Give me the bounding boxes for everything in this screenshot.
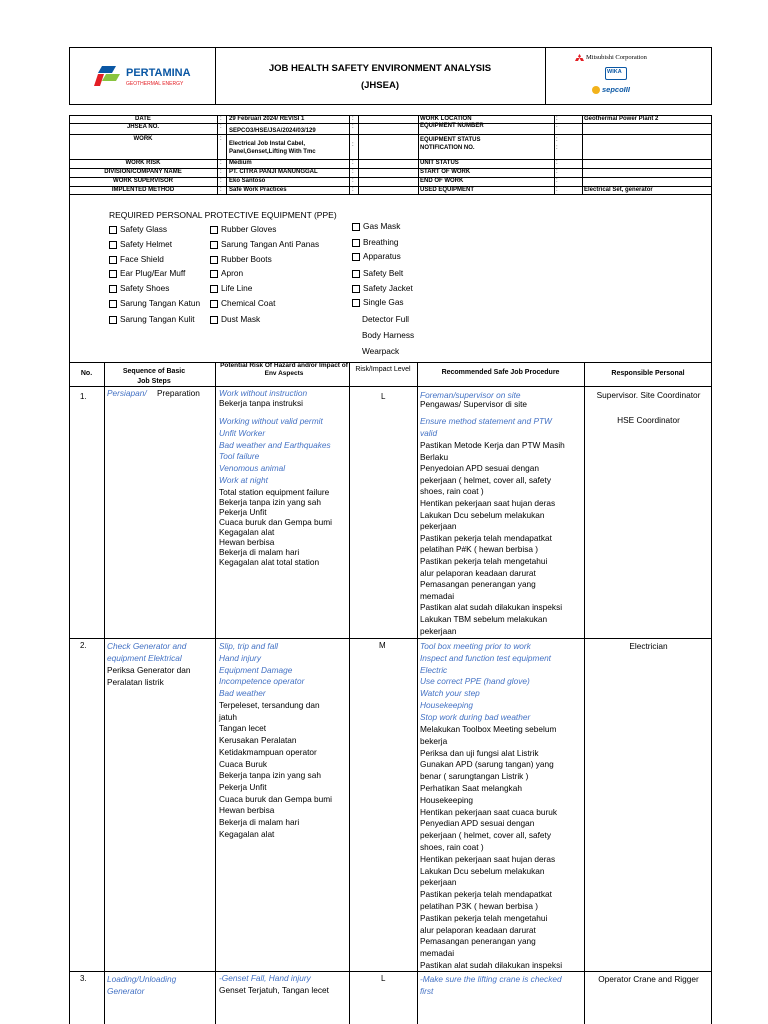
- text-line: Watch your step: [420, 688, 480, 699]
- info-label: DIVISION/COMPANY NAME: [104, 169, 182, 175]
- text-line: memadai: [420, 590, 455, 601]
- text-line: Terpeleset, tersandung dan: [219, 700, 320, 710]
- text-line: equipment Elektrical: [107, 652, 182, 663]
- info-colon: :: [220, 136, 222, 142]
- info-colon: :: [220, 124, 222, 130]
- text-line: Kegagalan alat: [219, 527, 275, 537]
- document-subtitle: (JHSEA): [360, 80, 399, 91]
- wika-label: WIKA: [607, 69, 622, 75]
- text-line: Kegagalan alat total station: [219, 557, 320, 567]
- checkbox: [352, 285, 360, 293]
- ppe-title: REQUIRED PERSONAL PROTECTIVE EQUIPMENT (PPE): [109, 210, 337, 220]
- ppe-label: Safety Glass: [120, 224, 168, 234]
- ppe-label: Safety Helmet: [120, 239, 173, 249]
- info-label: UNIT STATUS: [420, 160, 459, 166]
- text-line: Berlaku: [420, 451, 449, 462]
- responsible-1: Supervisor. Site Coordinator: [596, 390, 701, 400]
- checkbox: [210, 241, 218, 249]
- proc-en-list: [420, 641, 551, 724]
- ppe-label: Body Harness: [362, 330, 415, 340]
- checkbox: [352, 239, 360, 247]
- text-line: Hentikan pekerjaan saat cuaca buruk: [420, 806, 557, 817]
- text-line: Bekerja tanpa izin yang sah: [219, 497, 321, 507]
- text-line: alur pelaporan keadaan darurat: [420, 567, 536, 578]
- company-sub: GEOTHERMAL ENERGY: [126, 81, 184, 87]
- text-line: Pastikan alat sudah dilakukan inspeksi: [420, 959, 563, 970]
- th-procedure: Recommended Safe Job Procedure: [441, 369, 560, 376]
- info-colon: :: [352, 169, 354, 175]
- info-value: Electrical Job Instal Cabel, Panel,Genset,Lifting With Tmc: [229, 141, 316, 155]
- info-label: WORK LOCATION: [420, 116, 472, 122]
- pertamina-logo: [94, 62, 214, 92]
- text-line: Bad weather: [219, 688, 266, 699]
- text-line: Penyedian APD sesuai dengan: [420, 818, 535, 829]
- wika-logo: [605, 67, 627, 80]
- checkbox: [210, 226, 218, 234]
- ppe-label: Safety Belt: [363, 268, 404, 278]
- info-colon: :: [220, 169, 222, 175]
- checkbox: [210, 256, 218, 264]
- text-line: pelatihan P3K ( hewan berbisa ): [420, 900, 539, 911]
- info-value: Medium: [229, 160, 252, 166]
- responsible: Electrician: [629, 641, 668, 651]
- checkbox: [210, 316, 218, 324]
- text-line: Venomous animal: [219, 463, 286, 474]
- info-value: Safe Work Practices: [229, 187, 287, 193]
- text-line: Slip, trip and fall: [219, 641, 279, 651]
- info-colon: :: [352, 142, 354, 148]
- risk-level: L: [381, 974, 386, 983]
- text-line: shoes, rain coat ): [420, 486, 484, 497]
- text-line: Bekerja di malam hari: [219, 817, 300, 828]
- ppe-label: Chemical Coat: [221, 298, 276, 308]
- mitsubishi-diamond-icon: [575, 54, 584, 62]
- info-colon: :: [352, 160, 354, 166]
- text-line: jatuh: [219, 711, 237, 722]
- info-label: EQUIPMENT STATUS: [420, 137, 481, 143]
- info-value: PT. CITRA PANJI MANUNGGAL: [229, 169, 318, 175]
- text-line: Pastikan Metode Kerja dan PTW Masih: [420, 440, 565, 450]
- text-line: Ketidakmampuan operator: [219, 746, 317, 757]
- step-id: Preparation: [157, 388, 200, 398]
- text-line: Tool failure: [219, 451, 260, 462]
- hazard-id-first: Bekerja tanpa instruksi: [219, 398, 303, 408]
- text-line: Use correct PPE (hand glove): [420, 676, 530, 687]
- text-line: bekerja: [420, 735, 448, 746]
- text-line: Kerusakan Peralatan: [219, 735, 297, 746]
- proc-id-list: [420, 440, 565, 637]
- checkbox: [109, 300, 117, 308]
- text-line: Hewan berbisa: [219, 537, 275, 547]
- checkbox: [109, 316, 117, 324]
- info-colon: :: [556, 123, 558, 129]
- th-hazard: Potential Risk Of Hazard and/or Impact of Env Aspects: [220, 362, 348, 377]
- ppe-label: Apparatus: [363, 251, 401, 261]
- company-name: PERTAMINA: [126, 67, 191, 79]
- text-line: Bekerja di malam hari: [219, 547, 300, 557]
- info-colon: :: [220, 160, 222, 166]
- info-colon: :: [220, 187, 222, 193]
- text-line: Cuaca buruk dan Gempa bumi: [219, 517, 332, 527]
- hazard-id-list: [219, 700, 332, 840]
- checkbox: [352, 223, 360, 231]
- info-value: Eko Santoso: [229, 178, 266, 184]
- ppe-label: Ear Plug/Ear Muff: [120, 268, 186, 278]
- row-number: 3.: [80, 974, 87, 983]
- step-en: Persiapan/: [107, 388, 147, 398]
- ppe-label: Rubber Gloves: [221, 224, 277, 234]
- text-line: pelatihan P#K ( hewan berbisa ): [420, 544, 539, 555]
- text-line: Hewan berbisa: [219, 805, 275, 816]
- text-line: pekerjaan: [420, 625, 457, 636]
- info-label: JHSEA NO.: [126, 124, 160, 130]
- hazard-en-list: [219, 641, 304, 700]
- info-value: Electrical Set, generator: [584, 187, 653, 193]
- checkbox: [352, 299, 360, 307]
- text-line: Pastikan pekerja telah mengetahui: [420, 555, 548, 566]
- info-colon: :: [556, 116, 558, 122]
- proc-en-list: [420, 974, 562, 998]
- row-number: 1.: [80, 392, 87, 401]
- step-id-list: [107, 665, 190, 689]
- text-line: Pastikan alat sudah dilakukan inspeksi: [420, 602, 563, 613]
- ppe-label: Wearpack: [362, 346, 400, 356]
- info-colon: :: [352, 178, 354, 184]
- checkbox: [210, 300, 218, 308]
- row-number: 2.: [80, 641, 87, 650]
- info-label: WORK RISK: [125, 160, 161, 166]
- text-line: Housekeeping: [420, 699, 474, 710]
- risk-level: L: [381, 392, 386, 401]
- ppe-label: Rubber Boots: [221, 254, 272, 264]
- info-colon: :: [556, 187, 558, 193]
- text-line: pekerjaan: [420, 877, 457, 888]
- text-line: memadai: [420, 948, 455, 959]
- text-line: Pekerja Unfit: [219, 507, 267, 517]
- text-line: Pemasangan penerangan yang: [420, 579, 536, 590]
- text-line: Lakukan Dcu sebelum melakukan: [420, 865, 545, 876]
- text-line: pekerjaan: [420, 521, 457, 532]
- info-colon: :: [556, 145, 558, 151]
- pertamina-logo-icon: [94, 64, 124, 88]
- text-line: Perhatikan Saat melangkah: [420, 782, 522, 793]
- text-line: Working without valid permit: [219, 416, 323, 426]
- text-line: alur pelaporan keadaan darurat: [420, 924, 536, 935]
- checkbox: [109, 241, 117, 249]
- info-label: USED EQUIPMENT: [420, 187, 475, 193]
- text-line: Pastikan pekerja telah mendapatkat: [420, 532, 552, 543]
- text-line: Melakukan Toolbox Meeting sebelum: [420, 724, 557, 734]
- checkbox: [210, 270, 218, 278]
- info-label: START OF WORK: [420, 169, 471, 175]
- text-line: pekerjaan ( helmet, cover all, safety: [420, 474, 551, 485]
- info-value: 29 Februari 2024/ REVISI 1: [229, 116, 305, 122]
- text-line: valid: [420, 427, 438, 438]
- ppe-label: Gas Mask: [363, 221, 401, 231]
- checkbox: [210, 285, 218, 293]
- info-colon: :: [352, 187, 354, 193]
- info-colon: :: [220, 116, 222, 122]
- text-line: Kegagalan alat: [219, 828, 275, 839]
- document-title: JOB HEALTH SAFETY ENVIRONMENT ANALYSIS: [268, 63, 492, 74]
- text-line: Tool box meeting prior to work: [420, 641, 531, 651]
- info-label: EQUIPMENT NUMBER: [420, 123, 484, 129]
- jsa-table: [69, 362, 712, 1024]
- text-line: Tangan lecet: [219, 723, 267, 734]
- risk-level: M: [379, 641, 386, 650]
- text-line: Pastikan pekerja telah mendapatkat: [420, 889, 552, 900]
- checkbox: [109, 270, 117, 278]
- text-line: benar ( sarungtangan Listrik ): [420, 771, 529, 782]
- text-line: Pekerja Unfit: [219, 781, 267, 792]
- info-label: IMPLENTED METHOD: [111, 187, 175, 193]
- text-line: Hentikan pekerjaan saat hujan deras: [420, 497, 556, 508]
- text-line: Cuaca Buruk: [219, 758, 267, 769]
- text-line: Stop work during bad weather: [420, 711, 531, 722]
- sepco-icon: [592, 86, 600, 94]
- proc-en-list: [420, 416, 552, 440]
- step-en-list: [107, 641, 186, 665]
- text-line: Inspect and function test equipment: [420, 652, 551, 663]
- info-colon: :: [556, 178, 558, 184]
- ppe-label: Face Shield: [120, 254, 164, 264]
- text-line: pekerjaan ( helmet, cover all, safety: [420, 830, 551, 841]
- info-colon: :: [556, 169, 558, 175]
- table-header-row: [69, 362, 712, 386]
- ppe-label: Life Line: [221, 283, 253, 293]
- th-risk: Risk/Impact Level: [355, 366, 411, 373]
- info-colon: :: [352, 124, 354, 130]
- info-label: END OF WORK: [420, 178, 464, 184]
- info-value: SEPCO3/HSE/JSA/2024/03/129: [229, 128, 316, 134]
- text-line: Unfit Worker: [219, 427, 266, 438]
- text-line: Penyedoian APD sesuai dengan: [420, 463, 540, 474]
- proc-en-first: Foreman/supervisor on site: [420, 390, 521, 400]
- hazard-en: -Genset Fall, Hand injury: [219, 973, 311, 983]
- info-colon: :: [352, 116, 354, 122]
- text-line: Loading/Unloading: [107, 974, 177, 984]
- mitsubishi-name: Mitsubishi Corporation: [586, 54, 647, 61]
- info-colon: :: [556, 160, 558, 166]
- info-label: DATE: [135, 116, 151, 122]
- ppe-label: Breathing: [363, 237, 399, 247]
- ppe-label: Dust Mask: [221, 314, 261, 324]
- hazard-id: Genset Terjatuh, Tangan lecet: [219, 985, 329, 995]
- hazard-id-list: [219, 487, 332, 567]
- text-line: Peralatan listrik: [107, 676, 164, 687]
- text-line: Periksa Generator dan: [107, 665, 191, 675]
- step-en-list: [107, 974, 176, 998]
- ppe-label: Single Gas: [363, 297, 404, 307]
- checkbox: [109, 226, 117, 234]
- info-label: WORK: [133, 136, 153, 142]
- info-value: Geothermal Power Plant 2: [584, 116, 659, 122]
- proc-id-first: Pengawas/ Supervisor di site: [420, 399, 527, 409]
- text-line: Generator: [107, 985, 145, 996]
- checkbox: [352, 270, 360, 278]
- info-label: WORK SUPERVISOR: [113, 178, 173, 184]
- text-line: Electric: [420, 664, 448, 675]
- responsible: Operator Crane and Rigger: [598, 974, 699, 984]
- ppe-label: Apron: [221, 268, 244, 278]
- text-line: Lakukan Dcu sebelum melakukan: [420, 509, 545, 520]
- proc-id-list: [420, 724, 562, 972]
- ppe-label: Detector Full: [362, 314, 410, 324]
- text-line: Bad weather and Earthquakes: [219, 439, 331, 450]
- text-line: Gunakan APD (sarung tangan) yang: [420, 759, 554, 770]
- text-line: Work at night: [219, 474, 268, 485]
- ppe-label: Safety Jacket: [363, 283, 413, 293]
- th-steps: Sequence of Basic Job Steps: [122, 368, 186, 385]
- text-line: Ensure method statement and PTW: [420, 416, 552, 426]
- info-colon: :: [220, 178, 222, 184]
- text-line: Total station equipment failure: [219, 487, 330, 497]
- text-line: Lakukan TBM sebelum melakukan: [420, 613, 548, 624]
- hazard-en-first: Work without instruction: [219, 388, 308, 398]
- th-no: No.: [80, 370, 93, 377]
- checkbox: [352, 253, 360, 261]
- text-line: Periksa dan uji fungsi alat Listrik: [420, 747, 539, 758]
- text-line: Hentikan pekerjaan saat hujan deras: [420, 853, 556, 864]
- text-line: Check Generator and: [107, 641, 187, 651]
- text-line: Bekerja tanpa izin yang sah: [219, 770, 321, 781]
- text-line: Incompetence operator: [219, 676, 305, 687]
- info-colon: :: [556, 137, 558, 143]
- text-line: Equipment Damage: [219, 664, 293, 675]
- info-label: NOTIFICATION NO.: [420, 145, 475, 151]
- text-line: Pastikan pekerja telah mengetahui: [420, 912, 548, 923]
- text-line: Pemasangan penerangan yang: [420, 936, 536, 947]
- checkbox: [109, 256, 117, 264]
- checkbox: [109, 285, 117, 293]
- hazard-en-list: [219, 416, 331, 487]
- text-line: first: [420, 985, 434, 996]
- ppe-label: Sarung Tangan Anti Panas: [221, 239, 320, 249]
- text-line: -Make sure the lifting crane is checked: [420, 974, 562, 984]
- responsible-2: HSE Coordinator: [617, 415, 680, 425]
- text-line: Housekeeping: [420, 794, 474, 805]
- text-line: Hand injury: [219, 652, 261, 663]
- sepco-label: sepcoIII: [602, 85, 630, 94]
- text-line: shoes, rain coat ): [420, 841, 484, 852]
- info-row-divider: [69, 134, 712, 135]
- ppe-label: Sarung Tangan Katun: [120, 298, 201, 308]
- text-line: Cuaca buruk dan Gempa bumi: [219, 793, 332, 804]
- ppe-label: Sarung Tangan Kulit: [120, 314, 195, 324]
- th-responsible: Responsible Personal: [611, 370, 685, 377]
- ppe-label: Safety Shoes: [120, 283, 170, 293]
